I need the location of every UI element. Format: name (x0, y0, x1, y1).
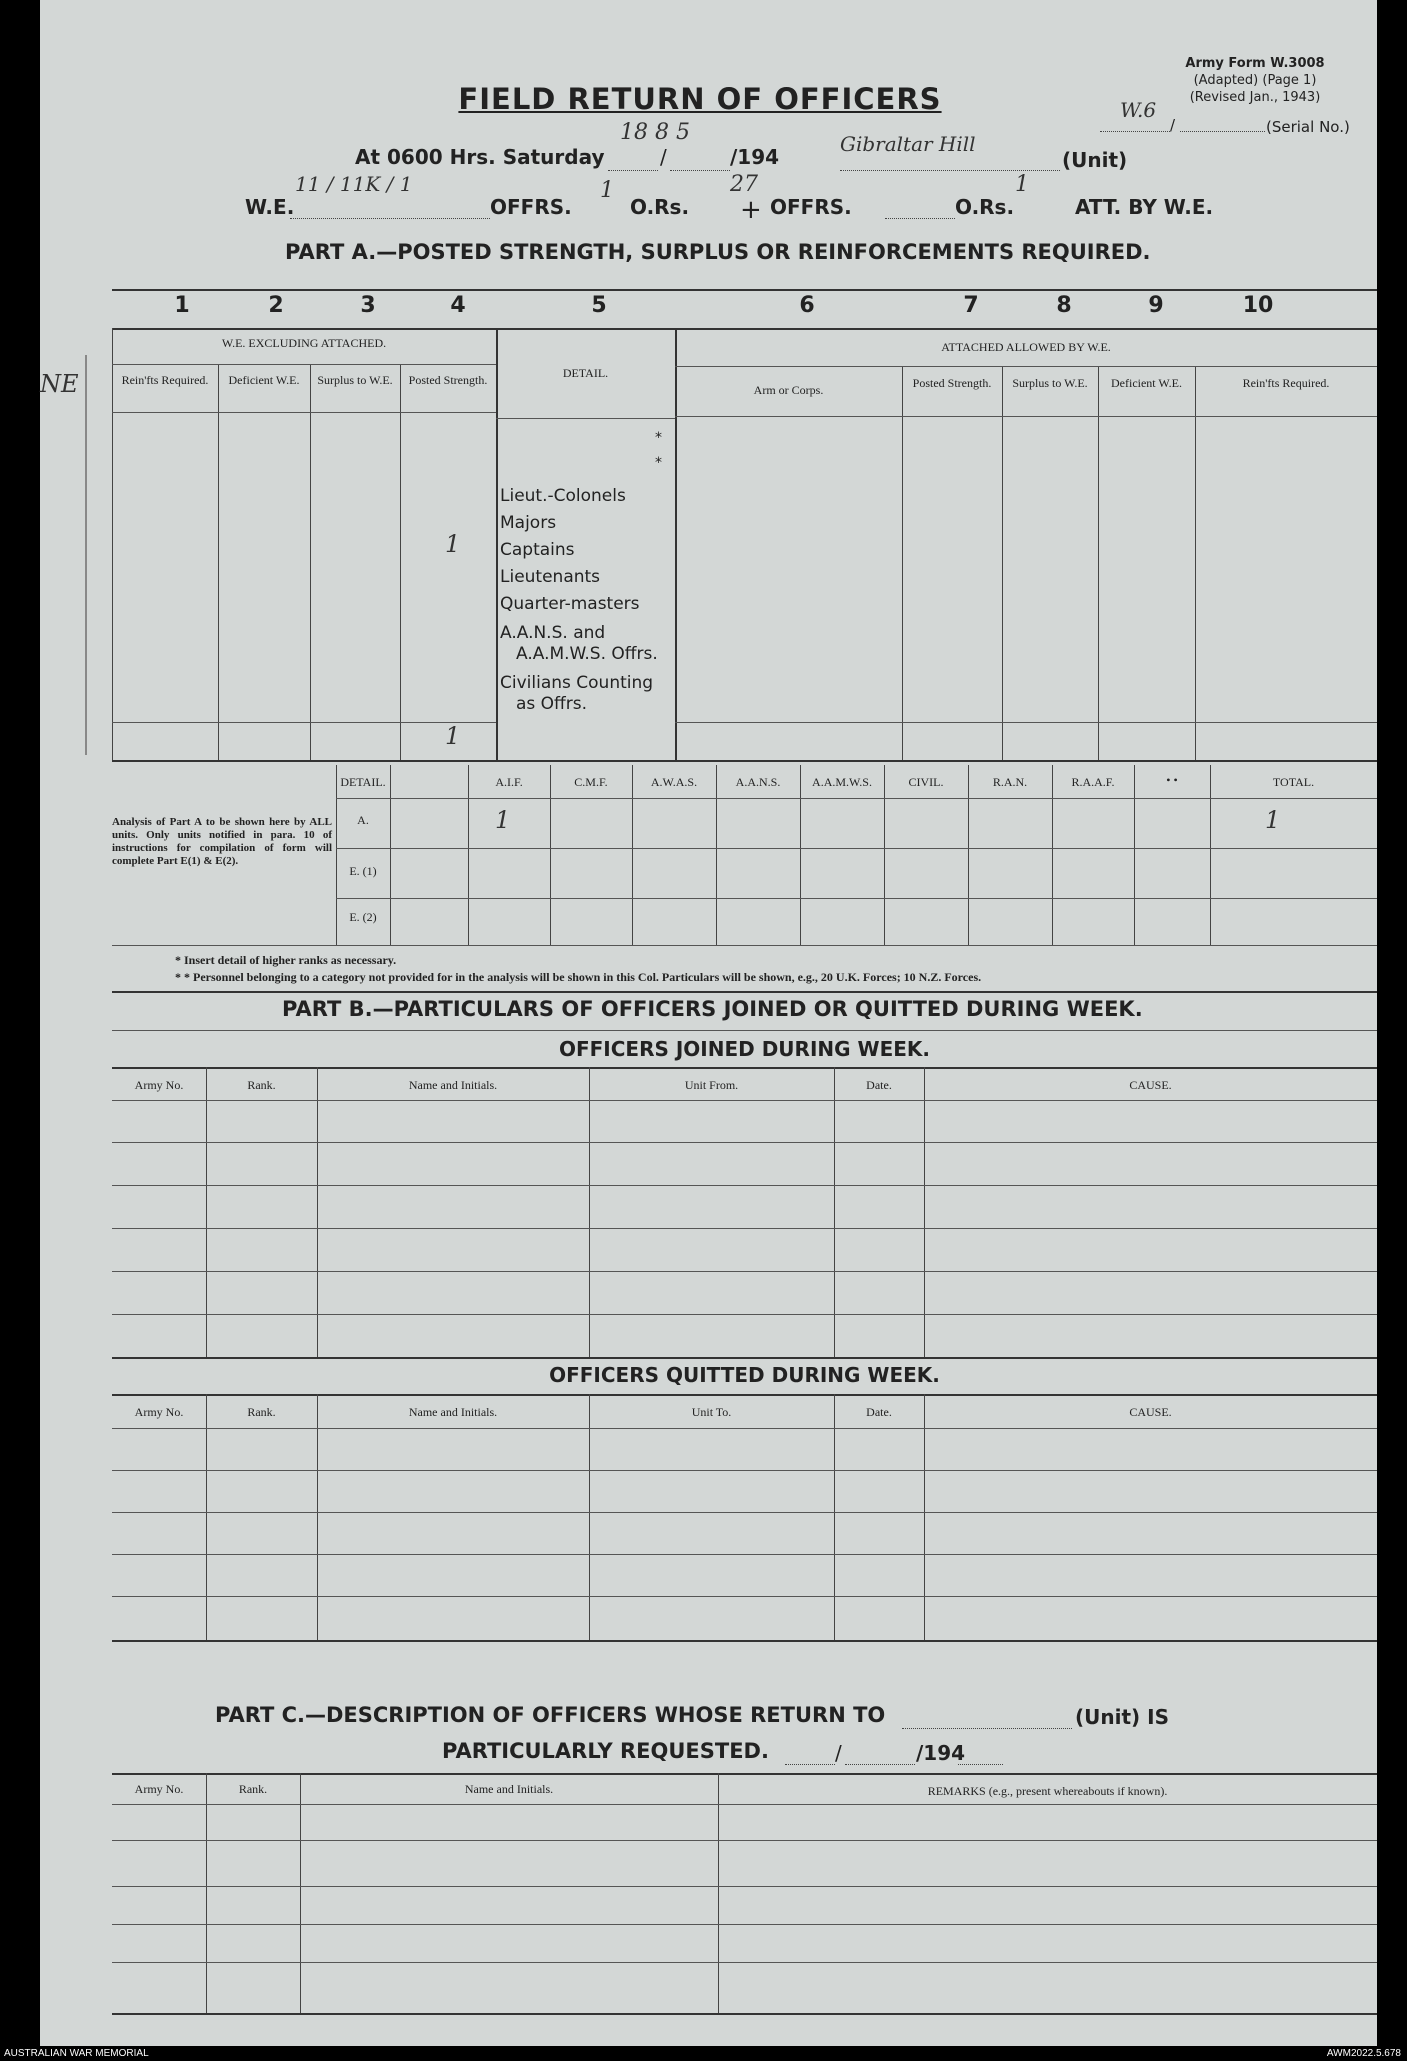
col4-header: Posted Strength. (408, 373, 488, 387)
col-number-8: 8 (1056, 293, 1072, 318)
serial-blank-1 (1100, 131, 1170, 132)
analysis-raaf-header: R.A.A.F. (1071, 775, 1115, 789)
rank-aamws: A.A.M.W.S. Offrs. (516, 644, 658, 664)
rank-qm: Quarter-masters (500, 594, 640, 614)
part-c-col-army-no: Army No. (134, 1782, 184, 1796)
header-at-label: At 0600 Hrs. Saturday (355, 145, 605, 169)
col1-header: Rein'fts Required. (121, 373, 209, 387)
footnote-2: * * Personnel belonging to a category not provided for in the analysis will be shown in this Col. Particulars will be shown, e.g., 20 U.K. Forces; 10 N.Z. Forces. (175, 970, 982, 984)
star-2: * (655, 455, 662, 471)
form-reference (1155, 55, 1355, 106)
analysis-aif-header: A.I.F. (495, 775, 523, 789)
analysis-ran-header: R.A.N. (992, 775, 1028, 789)
col7-header: Posted Strength. (912, 376, 992, 390)
serial-handwriting: W.6 (1120, 98, 1157, 122)
col10-header: Rein'fts Required. (1242, 376, 1330, 390)
joined-col-unit-from: Unit From. (684, 1078, 739, 1092)
footer-right: AWM2022.5.678 (1326, 2048, 1401, 2059)
part-c-col-name: Name and Initials. (464, 1782, 554, 1796)
part-c-col-rank: Rank. (238, 1782, 268, 1796)
header-year: /194 (730, 145, 780, 169)
form-ref-line2: (Adapted) (Page 1) (1193, 73, 1317, 88)
header-unit-label: (Unit) (1062, 148, 1128, 172)
rank-list (500, 486, 675, 715)
col9-header: Deficient W.E. (1111, 376, 1182, 390)
joined-col-cause: CAUSE. (1129, 1078, 1172, 1092)
analysis-awas-header: A.W.A.S. (650, 775, 698, 789)
offrs-label: OFFRS. (490, 195, 572, 219)
quitted-title: OFFICERS QUITTED DURING WEEK. (549, 1363, 940, 1387)
ors-handwriting: 27 (730, 172, 758, 197)
offrs-handwriting: 1 (600, 178, 614, 203)
quitted-col-date: Date. (866, 1405, 892, 1419)
arm-corps-header: Arm or Corps. (753, 383, 824, 397)
margin-handwriting: NE (40, 370, 79, 398)
col-number-9: 9 (1148, 293, 1164, 318)
analysis-cmf-header: C.M.F. (574, 775, 608, 789)
form-ref-line1: Army Form W.3008 (1185, 56, 1325, 71)
col-number-10: 10 (1242, 293, 1274, 318)
quitted-col-army-no: Army No. (134, 1405, 184, 1419)
quitted-col-cause: CAUSE. (1129, 1405, 1172, 1419)
analysis-civil-header: CIVIL. (908, 775, 944, 789)
col-number-5: 5 (591, 293, 607, 318)
col2-header: Deficient W.E. (228, 373, 300, 387)
col-number-1: 1 (174, 293, 190, 318)
ors2-handwriting: 1 (1015, 172, 1029, 197)
analysis-row-e1: E. (1) (349, 864, 377, 878)
col-number-2: 2 (268, 293, 284, 318)
analysis-note: Analysis of Part A to be shown here by ALL units. Only units notified in para. 10 of instructions for compilation of form will complete Part E(1) & E(2). (112, 816, 332, 867)
part-b-title: PART B.—PARTICULARS OF OFFICERS JOINED OR QUITTED DURING WEEK. (282, 997, 1143, 1021)
we-label: W.E. (245, 195, 295, 219)
joined-col-date: Date. (866, 1078, 892, 1092)
quitted-col-name: Name and Initials. (408, 1405, 498, 1419)
rank-lieutenants: Lieutenants (500, 567, 601, 587)
offrs2-label: OFFRS. (770, 195, 852, 219)
ors2-label: O.Rs. (955, 195, 1015, 219)
analysis-row-e2: E. (2) (349, 910, 377, 924)
rank-civilians-2: as Offrs. (516, 694, 588, 714)
analysis-total-hw: 1 (1265, 806, 1281, 834)
joined-title: OFFICERS JOINED DURING WEEK. (558, 1037, 930, 1061)
posted-total-hw: 1 (445, 722, 461, 750)
col-number-7: 7 (963, 293, 979, 318)
we-handwriting: 11 / 11K / 1 (295, 172, 413, 196)
star-1: * (655, 430, 662, 446)
part-c-date-tail: /194 (916, 1741, 966, 1765)
footnote-1: * Insert detail of higher ranks as necessary. (175, 953, 397, 967)
serial-blank-2 (1180, 131, 1265, 132)
analysis-aamws-header: A.A.M.W.S. (812, 775, 872, 789)
rank-aans: A.A.N.S. and (500, 623, 606, 643)
unit-handwriting: Gibraltar Hill (840, 132, 976, 156)
footer-left: AUSTRALIAN WAR MEMORIAL (4, 2048, 149, 2059)
rank-lt-col: Lieut.-Colonels (500, 486, 626, 506)
posted-captains-hw: 1 (445, 530, 461, 558)
joined-col-rank: Rank. (247, 1078, 276, 1092)
plus-sign: + (740, 195, 762, 225)
part-c-title-1: PART C.—DESCRIPTION OF OFFICERS WHOSE RETURN TO (215, 1703, 886, 1727)
analysis-detail-header: DETAIL. (340, 775, 386, 789)
analysis-total-header: TOTAL. (1272, 775, 1315, 789)
we-excluding-header: W.E. EXCLUDING ATTACHED. (221, 336, 387, 350)
archive-footer (0, 2048, 1407, 2061)
part-a-title: PART A.—POSTED STRENGTH, SURPLUS OR REINFORCEMENTS REQUIRED. (285, 240, 1151, 264)
ors-label: O.Rs. (630, 195, 690, 219)
col-number-3: 3 (360, 293, 376, 318)
attached-allowed-header: ATTACHED ALLOWED BY W.E. (941, 340, 1111, 354)
quitted-col-unit-to: Unit To. (691, 1405, 732, 1419)
col3-header: Surplus to W.E. (317, 373, 393, 387)
detail-header: DETAIL. (562, 366, 609, 380)
serial-label: (Serial No.) (1266, 118, 1350, 136)
part-c-unit-is: (Unit) IS (1075, 1705, 1169, 1729)
rank-majors: Majors (500, 513, 557, 533)
analysis-aif-hw: 1 (495, 806, 511, 834)
analysis-aans-header: A.A.N.S. (735, 775, 781, 789)
rank-civilians: Civilians Counting (500, 673, 654, 693)
rank-captains: Captains (500, 540, 575, 560)
form-ref-line3: (Revised Jan., 1943) (1189, 90, 1321, 105)
form-sheet: Army Form W.3008 (Adapted) (Page 1) (Revised Jan., 1943) W.6 / (Serial No.) FIELD RETURN OF OFFICERS At 0600 Hrs. Saturday / /194 18 8 5 Gibraltar Hill (Unit) W.E. 11 / 11K / 1 OFFRS. 1 O.Rs. 27 + OFFRS. O.Rs. 1 ATT. BY W.E. PART A.—POSTED STRENGTH, SURPLUS OR REINFORCEMENTS REQUIRED. 1 2 3 4 5 6 7 8 9 10 W.E. EXCLUDING ATTACHED. ATTACHED ALLOWED BY W.E. Rein'fts Required. Deficient W.E. Surplus to W.E. Posted Strength. DETAIL. Arm or Corps. Posted Strength. Surplus to W.E. Deficient W.E. Rein'fts Required. * * Lieut.-Colonels Majors Captains Lieutenants Quarter-masters A.A.N.S. and A.A.M.W.S. Offrs. Civilians Counting as Offrs. NE 1 1 Analysis of Part A to be shown here by ALL units. Only units notified in para. 10 of instructions for compilation of form will complete Part E(1) & E(2). DETAIL. A.I.F. C.M.F. A.W.A.S. A.A.N.S. A.A.M.W.S. CIVIL. R.A.N. R.A.A.F. • • TOTAL. A. E. (1) E. (2) 1 1 * Insert detail of higher ranks as necessary. * * Personnel belonging to a category not provided for in the analysis will be shown in this Col. Particulars will be shown, e.g., 20 U.K. Forces; 10 N.Z. Forces. PART B.—PARTICULARS OF OFFICERS JOINED OR QUITTED DURING WEEK. OFFICERS JOINED DURING WEEK. Army No. Rank. Name and Initials. Unit From. Date. CAUSE. OFFICERS QUITTED DURING WEEK. Army No. Rank. Name and Initials. Unit To. Date. CAUSE. PART C.—DESCRIPTION OF OFFICERS WHOSE RETURN TO (Unit) IS PARTICULARLY REQUESTED. / /194 Army No. Rank. Name and Initials. REMARKS (e.g., present whereabouts if known). (40, 0, 1377, 2046)
joined-col-army-no: Army No. (134, 1078, 184, 1092)
analysis-other-header: • • (1166, 773, 1178, 787)
col-number-6: 6 (799, 293, 815, 318)
joined-col-name: Name and Initials. (408, 1078, 498, 1092)
col-number-4: 4 (450, 293, 466, 318)
part-c-col-remarks: REMARKS (e.g., present whereabouts if known). (927, 1784, 1168, 1798)
date-handwriting: 18 8 5 (620, 120, 690, 145)
att-label: ATT. BY W.E. (1075, 195, 1214, 219)
margin-pencil-line (85, 355, 87, 755)
part-c-title-2: PARTICULARLY REQUESTED. (442, 1739, 769, 1763)
col8-header: Surplus to W.E. (1012, 376, 1088, 390)
page-title: FIELD RETURN OF OFFICERS (458, 82, 942, 116)
quitted-col-rank: Rank. (247, 1405, 276, 1419)
analysis-row-a: A. (357, 813, 369, 827)
